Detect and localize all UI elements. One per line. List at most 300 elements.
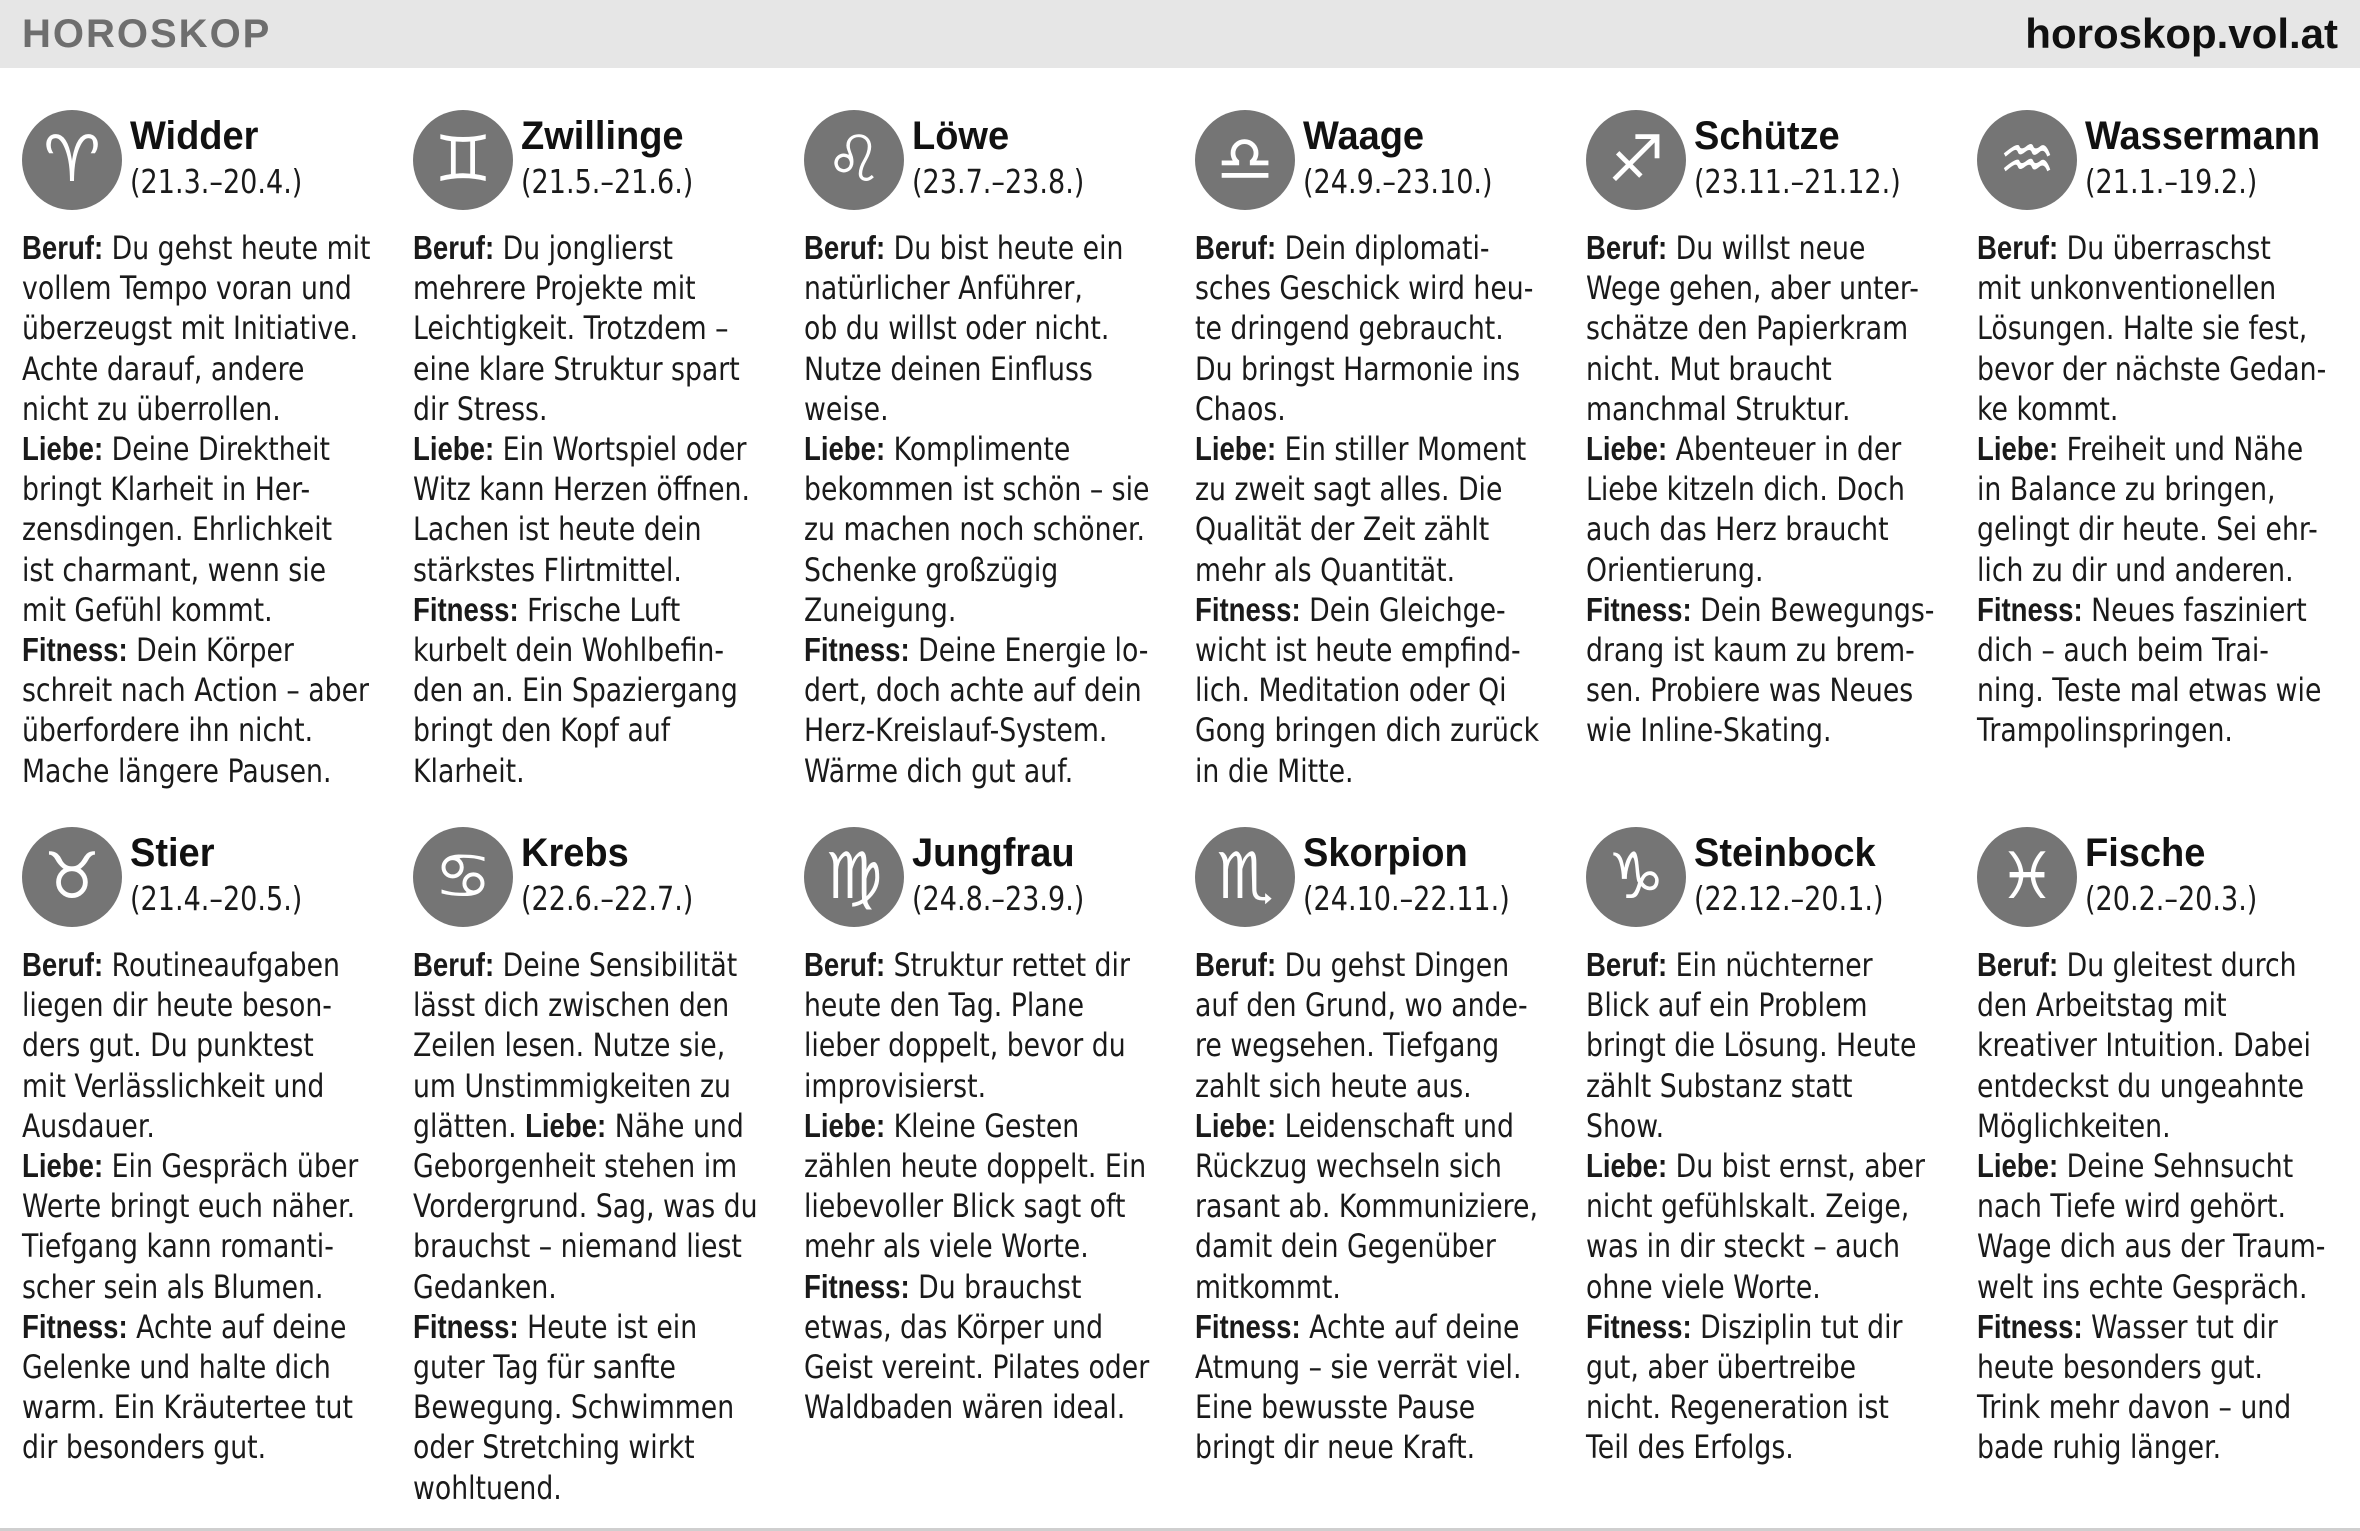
forecast-text: eine klare Struktur spart <box>413 349 740 388</box>
fish-icon: ♓ <box>1977 827 2077 927</box>
forecast-text: Du jonglierst <box>494 229 673 267</box>
forecast-line <box>1586 945 1958 985</box>
forecast-text: bade ruhig länger. <box>1977 1428 2222 1467</box>
forecast-text: oder Stretching wirkt <box>413 1428 695 1467</box>
forecast-line <box>22 1267 394 1307</box>
forecast-line <box>413 945 785 985</box>
forecast-text: mitkommt. <box>1195 1267 1341 1306</box>
forecast-line <box>1195 268 1567 308</box>
forecast-text: Disziplin tut dir <box>1691 1307 1903 1346</box>
category-label: Liebe: <box>1586 430 1668 468</box>
forecast-line <box>413 710 785 750</box>
category-label: Fitness: <box>22 631 128 669</box>
sign-date-range: (24.9.–23.10.) <box>1303 162 1493 201</box>
forecast-line <box>22 1307 394 1347</box>
forecast-text: re wegsehen. Tiefgang <box>1195 1026 1500 1065</box>
scorpion-icon: ♏ <box>1195 827 1295 927</box>
forecast-line <box>1586 429 1958 469</box>
forecast-line <box>413 1387 785 1427</box>
forecast-line <box>1195 1267 1567 1307</box>
forecast-text: Freiheit und Nähe <box>2058 430 2304 469</box>
forecast-text: überfordere ihn nicht. <box>22 711 314 750</box>
forecast-text: nicht gefühlskalt. Zeige, <box>1586 1187 1910 1226</box>
forecast-text: wohltuend. <box>413 1468 562 1507</box>
sign-forecast <box>413 228 785 791</box>
forecast-line <box>22 1427 394 1467</box>
forecast-text: Neues fasziniert <box>2082 590 2307 629</box>
sign-card-bull <box>22 827 394 1468</box>
forecast-line <box>413 1347 785 1387</box>
forecast-line <box>804 509 1176 549</box>
forecast-text: guter Tag für sanfte <box>413 1348 676 1387</box>
virgin-icon: ♍ <box>804 827 904 927</box>
forecast-line <box>22 509 394 549</box>
forecast-line <box>1586 1427 1958 1467</box>
forecast-line <box>1977 985 2349 1025</box>
forecast-line <box>804 308 1176 348</box>
forecast-text: Ein nüchterner <box>1667 946 1873 984</box>
forecast-line <box>1195 429 1567 469</box>
forecast-text: zu zweit sagt alles. Die <box>1195 470 1503 509</box>
forecast-text: lieber doppelt, bevor du <box>804 1026 1126 1065</box>
forecast-line <box>804 389 1176 429</box>
forecast-line <box>413 1106 785 1146</box>
forecast-text: Kleine Gesten <box>885 1106 1080 1145</box>
forecast-line <box>1586 1307 1958 1347</box>
forecast-line <box>1586 1066 1958 1106</box>
forecast-text: Du gehst Dingen <box>1276 946 1510 984</box>
category-label: Beruf: <box>1586 946 1668 983</box>
sign-header <box>1195 110 1567 228</box>
forecast-line <box>1195 349 1567 389</box>
forecast-line <box>413 670 785 710</box>
forecast-text: Ein stiller Moment <box>1276 430 1527 469</box>
forecast-line <box>1195 1347 1567 1387</box>
forecast-text: Lösungen. Halte sie fest, <box>1977 309 2308 348</box>
forecast-line <box>22 389 394 429</box>
sign-date-range: (23.7.–23.8.) <box>912 162 1085 201</box>
sign-date-range: (24.8.–23.9.) <box>912 879 1085 918</box>
forecast-text: wicht ist heute empfind- <box>1195 631 1521 670</box>
forecast-text: weise. <box>804 389 889 428</box>
forecast-line <box>1977 228 2349 268</box>
forecast-line <box>1586 1146 1958 1186</box>
forecast-line <box>22 1025 394 1065</box>
forecast-text: Möglichkeiten. <box>1977 1106 2171 1145</box>
forecast-text: zensdingen. Ehrlichkeit <box>22 510 333 549</box>
forecast-line <box>413 1146 785 1186</box>
sign-name: Waage <box>1303 114 1425 158</box>
sign-card-ram <box>22 110 394 791</box>
scales-icon: ♎ <box>1195 110 1295 210</box>
forecast-text: Du bist ernst, aber <box>1667 1147 1925 1186</box>
forecast-text: Werte bringt euch näher. <box>22 1187 356 1226</box>
forecast-text: Witz kann Herzen öffnen. <box>413 470 750 509</box>
category-label: Fitness: <box>1977 1307 2083 1345</box>
forecast-text: auf den Grund, wo ande- <box>1195 986 1528 1025</box>
forecast-text: Du überraschst <box>2058 229 2271 267</box>
forecast-line <box>1195 1226 1567 1266</box>
forecast-line <box>1195 945 1567 985</box>
sign-name: Widder <box>130 114 259 158</box>
forecast-line <box>804 1066 1176 1106</box>
forecast-text: Liebe kitzeln dich. Doch <box>1586 470 1905 509</box>
sign-header <box>1586 110 1958 228</box>
forecast-line <box>1977 349 2349 389</box>
forecast-line <box>22 945 394 985</box>
sign-name: Zwillinge <box>521 114 684 158</box>
category-label: Fitness: <box>804 1267 910 1305</box>
forecast-line <box>1977 429 2349 469</box>
forecast-text: natürlicher Anführer, <box>804 269 1083 308</box>
category-label: Beruf: <box>1195 946 1277 983</box>
forecast-text: auch das Herz braucht <box>1586 510 1889 549</box>
forecast-text: Chaos. <box>1195 389 1286 428</box>
forecast-text: Trampolinspringen. <box>1977 711 2233 750</box>
forecast-text: Dein Körper <box>127 631 294 670</box>
forecast-line <box>1586 550 1958 590</box>
forecast-line <box>1586 228 1958 268</box>
forecast-line <box>804 268 1176 308</box>
forecast-text: bringt den Kopf auf <box>413 711 671 750</box>
category-label: Liebe: <box>22 430 104 468</box>
forecast-line <box>1586 268 1958 308</box>
forecast-line <box>804 945 1176 985</box>
forecast-text: nicht zu überrollen. <box>22 389 281 428</box>
category-label: Beruf: <box>413 946 495 983</box>
forecast-text: ning. Teste mal etwas wie <box>1977 671 2322 710</box>
forecast-text: schreit nach Action – aber <box>22 671 369 710</box>
forecast-text: lässt dich zwischen den <box>413 986 730 1025</box>
forecast-line <box>1195 1146 1567 1186</box>
category-label: Liebe: <box>1586 1147 1668 1185</box>
forecast-text: kreativer Intuition. Dabei <box>1977 1026 2311 1065</box>
category-label: Beruf: <box>804 229 886 266</box>
forecast-text: den Arbeitstag mit <box>1977 986 2227 1025</box>
forecast-text: Deine Energie lo- <box>909 631 1149 670</box>
forecast-text: Frische Luft <box>518 590 681 629</box>
category-label: Beruf: <box>1977 229 2059 266</box>
forecast-text: ders gut. Du punktest <box>22 1026 314 1065</box>
ram-icon: ♈ <box>22 110 122 210</box>
forecast-text: Atmung – sie verrät viel. <box>1195 1348 1522 1387</box>
forecast-text: Trink mehr davon – und <box>1977 1388 2292 1427</box>
sign-header <box>804 827 1176 945</box>
forecast-line <box>1586 1387 1958 1427</box>
forecast-line <box>22 1226 394 1266</box>
forecast-line <box>22 228 394 268</box>
forecast-text: improvisierst. <box>804 1066 987 1105</box>
sign-card-water-bearer <box>1977 110 2349 751</box>
forecast-text: vollem Tempo voran und <box>22 269 352 308</box>
forecast-line <box>413 1468 785 1508</box>
category-label: Fitness: <box>1195 590 1301 628</box>
forecast-line <box>22 1387 394 1427</box>
forecast-text: Dein Bewegungs- <box>1691 590 1935 629</box>
forecast-text: Abenteuer in der <box>1667 430 1902 469</box>
forecast-line <box>1586 308 1958 348</box>
forecast-text: Herz-Kreislauf-System. <box>804 711 1108 750</box>
sign-header <box>1977 827 2349 945</box>
forecast-text: Dein Gleichge- <box>1300 590 1506 629</box>
forecast-text: dert, doch achte auf dein <box>804 671 1142 710</box>
forecast-text: gelingt dir heute. Sei ehr- <box>1977 510 2318 549</box>
sign-card-goat <box>1586 827 1958 1468</box>
forecast-text: den an. Ein Spaziergang <box>413 671 738 710</box>
sign-name: Schütze <box>1694 114 1840 158</box>
forecast-text: heute besonders gut. <box>1977 1348 2263 1387</box>
sign-card-virgin <box>804 827 1176 1427</box>
forecast-text: zu machen noch schöner. <box>804 510 1146 549</box>
forecast-text: manchmal Struktur. <box>1586 389 1851 428</box>
sign-name: Fische <box>2085 831 2206 875</box>
section-title: HOROSKOP <box>22 11 272 56</box>
forecast-text: dir besonders gut. <box>22 1428 267 1467</box>
forecast-line <box>1586 389 1958 429</box>
forecast-text: te dringend gebraucht. <box>1195 309 1504 348</box>
sign-forecast <box>22 945 394 1468</box>
forecast-text: Bewegung. Schwimmen <box>413 1388 735 1427</box>
forecast-line <box>804 1186 1176 1226</box>
forecast-line <box>1195 550 1567 590</box>
forecast-line <box>22 630 394 670</box>
sign-name: Krebs <box>521 831 629 875</box>
forecast-line <box>1977 550 2349 590</box>
forecast-text: Ein Wortspiel oder <box>494 430 747 469</box>
forecast-line <box>1586 1267 1958 1307</box>
sign-name: Steinbock <box>1694 831 1876 875</box>
forecast-line <box>1195 389 1567 429</box>
forecast-line <box>1977 630 2349 670</box>
sign-card-twins <box>413 110 785 791</box>
forecast-text: ohne viele Worte. <box>1586 1267 1821 1306</box>
forecast-text: mit unkonventionellen <box>1977 269 2277 308</box>
forecast-line <box>413 751 785 791</box>
forecast-text: Qualität der Zeit zählt <box>1195 510 1490 549</box>
forecast-line <box>1586 1106 1958 1146</box>
sign-card-lion <box>804 110 1176 791</box>
sign-forecast <box>1586 228 1958 751</box>
forecast-line <box>1586 509 1958 549</box>
category-label: Beruf: <box>1195 229 1277 266</box>
forecast-line <box>804 1025 1176 1065</box>
sign-card-fish <box>1977 827 2349 1468</box>
forecast-line <box>1586 1025 1958 1065</box>
sign-card-scales <box>1195 110 1567 791</box>
forecast-line <box>1977 1186 2349 1226</box>
forecast-line <box>22 550 394 590</box>
forecast-line <box>1977 469 2349 509</box>
forecast-text: sches Geschick wird heu- <box>1195 269 1534 308</box>
forecast-text: Deine Direktheit <box>103 430 331 469</box>
forecast-line <box>804 469 1176 509</box>
sign-date-range: (24.10.–22.11.) <box>1303 879 1510 918</box>
forecast-line <box>1195 751 1567 791</box>
forecast-line <box>1977 670 2349 710</box>
forecast-text: warm. Ein Kräutertee tut <box>22 1388 353 1427</box>
forecast-line <box>413 268 785 308</box>
forecast-line <box>1977 945 2349 985</box>
forecast-text: Nutze deinen Einfluss <box>804 349 1093 388</box>
forecast-line <box>1195 630 1567 670</box>
forecast-line <box>804 1347 1176 1387</box>
forecast-line <box>22 1106 394 1146</box>
category-label: Fitness: <box>1586 1307 1692 1345</box>
forecast-text: entdeckst du ungeahnte <box>1977 1066 2305 1105</box>
forecast-text: Lachen ist heute dein <box>413 510 702 549</box>
sign-name: Löwe <box>912 114 1010 158</box>
forecast-text: dir Stress. <box>413 389 548 428</box>
sign-forecast <box>1977 228 2349 751</box>
sign-name: Wassermann <box>2085 114 2321 158</box>
forecast-text: Deine Sensibilität <box>494 946 738 984</box>
forecast-text: in Balance zu bringen, <box>1977 470 2276 509</box>
forecast-text: Du gehst heute mit <box>103 229 371 267</box>
forecast-line <box>1586 1226 1958 1266</box>
forecast-line <box>804 1387 1176 1427</box>
forecast-text: Du willst neue <box>1667 229 1866 267</box>
sign-card-scorpion <box>1195 827 1567 1468</box>
forecast-line <box>1977 1146 2349 1186</box>
category-label: Liebe: <box>804 430 886 468</box>
forecast-line <box>22 1146 394 1186</box>
forecast-line <box>1977 1267 2349 1307</box>
forecast-text: Show. <box>1586 1106 1665 1145</box>
forecast-line <box>1195 710 1567 750</box>
forecast-text: mehr als Quantität. <box>1195 550 1456 589</box>
forecast-text: Du bringst Harmonie ins <box>1195 349 1521 388</box>
forecast-line <box>1586 630 1958 670</box>
forecast-text: Komplimente <box>885 430 1071 469</box>
forecast-text: Orientierung. <box>1586 550 1764 589</box>
forecast-line <box>1195 590 1567 630</box>
twins-icon: ♊ <box>413 110 513 210</box>
water-bearer-icon: ♒ <box>1977 110 2077 210</box>
forecast-text: Wasser tut dir <box>2082 1307 2278 1346</box>
forecast-line <box>1977 1025 2349 1065</box>
forecast-line <box>1586 590 1958 630</box>
sign-date-range: (22.6.–22.7.) <box>521 879 694 918</box>
site-url[interactable]: horoskop.vol.at <box>2025 10 2338 57</box>
forecast-text: Ausdauer. <box>22 1106 155 1145</box>
forecast-text: Gedanken. <box>413 1267 557 1306</box>
forecast-text: sen. Probiere was Neues <box>1586 671 1914 710</box>
forecast-text: um Unstimmigkeiten zu <box>413 1066 731 1105</box>
sign-forecast <box>1195 228 1567 791</box>
forecast-text: Gong bringen dich zurück <box>1195 711 1540 750</box>
sign-date-range: (21.1.–19.2.) <box>2085 162 2258 201</box>
forecast-text: ob du willst oder nicht. <box>804 309 1110 348</box>
category-label: Liebe: <box>1195 430 1277 468</box>
forecast-text: heute den Tag. Plane <box>804 986 1085 1025</box>
forecast-line <box>1977 710 2349 750</box>
sign-header <box>413 827 785 945</box>
forecast-line <box>1977 389 2349 429</box>
sign-name: Skorpion <box>1303 831 1468 875</box>
sign-header <box>22 827 394 945</box>
sign-date-range: (20.2.–20.3.) <box>2085 879 2258 918</box>
archer-icon: ♐ <box>1586 110 1686 210</box>
forecast-line <box>413 630 785 670</box>
forecast-text: bekommen ist schön – sie <box>804 470 1150 509</box>
forecast-text: Du gleitest durch <box>2058 946 2297 984</box>
sign-header <box>22 110 394 228</box>
forecast-text: nach Tiefe wird gehört. <box>1977 1187 2287 1226</box>
forecast-text: Dein diplomati- <box>1276 229 1490 267</box>
forecast-line <box>413 1025 785 1065</box>
lion-icon: ♌ <box>804 110 904 210</box>
forecast-line <box>1977 1226 2349 1266</box>
forecast-line <box>413 228 785 268</box>
forecast-line <box>1977 1347 2349 1387</box>
forecast-line <box>1195 228 1567 268</box>
category-label: Liebe: <box>1977 1147 2059 1185</box>
forecast-line <box>1195 1307 1567 1347</box>
forecast-line <box>413 1267 785 1307</box>
category-label: Fitness: <box>22 1307 128 1345</box>
bull-icon: ♉ <box>22 827 122 927</box>
forecast-line <box>22 429 394 469</box>
forecast-line <box>22 308 394 348</box>
forecast-line <box>804 590 1176 630</box>
forecast-text: Geist vereint. Pilates oder <box>804 1348 1150 1387</box>
forecast-line <box>1195 1025 1567 1065</box>
forecast-text: lich. Meditation oder Qi <box>1195 671 1507 710</box>
forecast-text: zahlt sich heute aus. <box>1195 1066 1472 1105</box>
forecast-line <box>22 1066 394 1106</box>
forecast-text: nicht. Mut braucht <box>1586 349 1832 388</box>
sign-header <box>413 110 785 228</box>
forecast-text: ist charmant, wenn sie <box>22 550 327 589</box>
forecast-text: Rückzug wechseln sich <box>1195 1147 1502 1186</box>
forecast-text: Wege gehen, aber unter- <box>1586 269 1919 308</box>
forecast-text: Du brauchst <box>909 1267 1082 1306</box>
forecast-text: bringt dir neue Kraft. <box>1195 1428 1476 1467</box>
forecast-text: stärkstes Flirtmittel. <box>413 550 682 589</box>
category-label: Liebe: <box>1195 1106 1277 1144</box>
forecast-text: was in dir steckt – auch <box>1586 1227 1901 1266</box>
forecast-line <box>413 1186 785 1226</box>
forecast-text: zählen heute doppelt. Ein <box>804 1147 1147 1186</box>
sign-forecast <box>413 945 785 1508</box>
forecast-text: rasant ab. Kommuniziere, <box>1195 1187 1538 1226</box>
forecast-text: Heute ist ein <box>518 1307 698 1346</box>
forecast-text: zählt Substanz statt <box>1586 1066 1853 1105</box>
forecast-text: Schenke großzügig <box>804 550 1059 589</box>
forecast-line <box>1977 1106 2349 1146</box>
sign-date-range: (21.4.–20.5.) <box>130 879 303 918</box>
sign-forecast <box>22 228 394 791</box>
forecast-line <box>1586 1347 1958 1387</box>
forecast-line <box>1586 469 1958 509</box>
forecast-line <box>804 710 1176 750</box>
forecast-line <box>804 751 1176 791</box>
forecast-line <box>413 1226 785 1266</box>
sign-date-range: (22.12.–20.1.) <box>1694 879 1884 918</box>
forecast-line <box>804 670 1176 710</box>
forecast-text: damit dein Gegenüber <box>1195 1227 1496 1266</box>
sign-header <box>804 110 1176 228</box>
forecast-line <box>22 469 394 509</box>
forecast-text: Struktur rettet dir <box>885 946 1130 984</box>
forecast-line <box>804 349 1176 389</box>
category-label: Beruf: <box>1977 946 2059 983</box>
forecast-text: Routineaufgaben <box>103 946 340 984</box>
category-label: Liebe: <box>22 1147 104 1185</box>
forecast-line <box>22 710 394 750</box>
forecast-line <box>22 670 394 710</box>
forecast-line <box>413 550 785 590</box>
